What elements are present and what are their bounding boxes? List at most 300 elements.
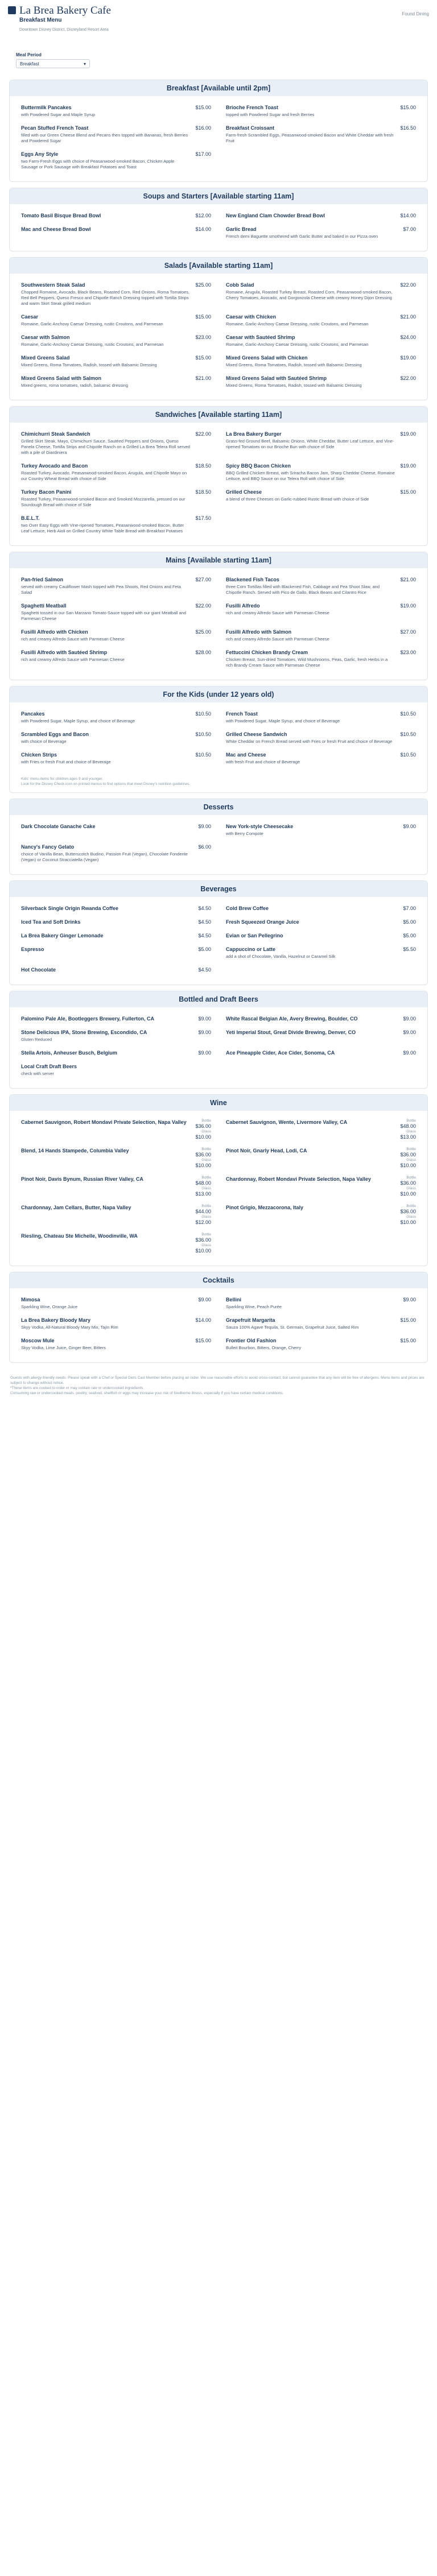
item-price: $10.50 bbox=[195, 711, 211, 717]
menu-item bbox=[21, 125, 211, 144]
item-name: Mixed Greens Salad with Chicken bbox=[226, 355, 308, 361]
item-price: $22.00 bbox=[195, 603, 211, 609]
item-description: with Powdered Sugar and Maple Syrup bbox=[21, 112, 96, 117]
item-name: La Brea Bakery Burger bbox=[226, 431, 282, 437]
item-name: Fusilli Alfredo bbox=[226, 603, 260, 609]
menu-item bbox=[226, 125, 416, 144]
item-description: Grass-fed Ground Beef, Balsamic Onions, White Cheddar, Butter Leaf Lettuce, and Vine-ripened Tomatoes on our Brioche Bun with choice of Side bbox=[226, 439, 394, 449]
menu-item bbox=[21, 212, 211, 219]
item-price: $15.00 bbox=[400, 105, 416, 110]
item-name: Fusilli Alfredo with Chicken bbox=[21, 629, 88, 635]
menu-item bbox=[226, 905, 416, 912]
item-description: Romaine, Garlic-Anchovy Caesar Dressing, rustic Croutons, and Parmesan bbox=[226, 321, 369, 326]
menu-item bbox=[226, 823, 416, 837]
item-description: Romaine, Garlic-Anchovy Caesar Dressing, rustic Croutons, and Parmesan bbox=[21, 342, 164, 347]
menu-item bbox=[21, 1015, 211, 1022]
item-name: Cobb Salad bbox=[226, 282, 254, 288]
item-description: Spaghetti tossed in our San Marzano Tomato Sauce topped with our giant Meatball and Parmesan Cheese bbox=[21, 610, 187, 621]
item-description: with fresh Fruit and choice of Beverage bbox=[226, 759, 300, 764]
item-description: French demi Baguette smothered with Garlic Butter and baked in our Pizza oven bbox=[226, 234, 378, 239]
section-notes bbox=[10, 776, 427, 792]
item-description: Roasted Turkey, Peasanwood-smoked Bacon and Smoked Mozzarella, pressed on our Sourdough Bread with choice of Side bbox=[21, 497, 185, 507]
menu-item bbox=[21, 334, 211, 348]
item-description: BBQ Grilled Chicken Breast, with Sriracha Bacon Jam, Sharp Cheddar Cheese, Romaine Lettuce, and BBQ Sauce on our Telera Roll with choice of Side bbox=[226, 470, 395, 481]
menu-item bbox=[21, 919, 211, 925]
wine-prices bbox=[195, 1176, 211, 1197]
bottle-label: Bottle bbox=[201, 1176, 211, 1180]
item-price: $5.00 bbox=[403, 933, 416, 938]
menu-item bbox=[21, 282, 211, 307]
menu-section bbox=[9, 552, 428, 680]
bottle-label: Bottle bbox=[406, 1119, 416, 1123]
item-price: $22.00 bbox=[195, 431, 211, 437]
item-price: $9.00 bbox=[403, 1029, 416, 1035]
item-price: $21.00 bbox=[195, 375, 211, 381]
menu-section bbox=[9, 406, 428, 546]
item-price: $9.00 bbox=[198, 1297, 211, 1303]
item-description: check with server bbox=[21, 1071, 54, 1076]
glass-label: Glass bbox=[201, 1243, 211, 1247]
menu-item bbox=[21, 629, 211, 642]
item-name: Pinot Noir, Davis Bynum, Russian River Valley, CA bbox=[21, 1176, 143, 1182]
item-description: with Fries or fresh Fruit and choice of Beverage bbox=[21, 759, 111, 764]
menu-item bbox=[21, 1029, 211, 1043]
item-description: three Corn Tortillas filled with Blackened Fish, Cabbage and Pea Shoot Slaw, and Chipotle Ranch. Served with Pico de Gallo, Black Beans and Cilantro Rice bbox=[226, 584, 380, 595]
section-items bbox=[10, 204, 427, 251]
bottle-price: $36.00 bbox=[400, 1209, 416, 1214]
menu-section bbox=[9, 1094, 428, 1266]
item-description: Bulleit Bourbon, Bitters, Orange, Cherry bbox=[226, 1345, 302, 1350]
section-items bbox=[10, 96, 427, 181]
menu-item bbox=[21, 1337, 211, 1351]
item-name: Stone Delicious IPA, Stone Brewing, Escondido, CA bbox=[21, 1029, 147, 1035]
menu-item bbox=[21, 462, 211, 482]
glass-label: Glass bbox=[201, 1215, 211, 1219]
item-description: rich and creamy Alfredo Sauce with Parmesan Cheese bbox=[226, 636, 329, 642]
meal-period-select[interactable] bbox=[16, 59, 90, 68]
item-name: Eggs Any Style bbox=[21, 151, 59, 157]
item-name: Caesar bbox=[21, 314, 39, 320]
item-price: $10.50 bbox=[400, 711, 416, 717]
item-price: $25.00 bbox=[195, 629, 211, 635]
item-description: Gluten Reduced bbox=[21, 1037, 52, 1042]
item-name: Dark Chocolate Ganache Cake bbox=[21, 824, 96, 829]
bottle-price: $36.00 bbox=[195, 1152, 211, 1157]
item-name: Grilled Cheese bbox=[226, 489, 262, 495]
item-name: Local Craft Draft Beers bbox=[21, 1064, 77, 1069]
item-name: Espresso bbox=[21, 946, 44, 952]
item-description: Chicken Breast, Sun-dried Tomatoes, Wild Mushrooms, Peas, Garlic, fresh Herbs in a rich Brandy Cream Sauce with Parmesan Cheese bbox=[226, 657, 388, 668]
item-price: $14.00 bbox=[195, 226, 211, 232]
item-name: Breakfast Croissant bbox=[226, 125, 275, 131]
item-price: $4.50 bbox=[198, 905, 211, 911]
item-description: Sparkling Wine, Peach Purée bbox=[226, 1304, 282, 1309]
menu-item bbox=[21, 966, 211, 973]
item-name: Chicken Strips bbox=[21, 752, 57, 758]
item-price: $27.00 bbox=[400, 629, 416, 635]
item-price: $16.00 bbox=[195, 125, 211, 131]
menu-item bbox=[226, 602, 416, 622]
item-name: Garlic Bread bbox=[226, 226, 257, 232]
item-name: Riesling, Chateau Ste Michelle, Woodinville, WA bbox=[21, 1233, 138, 1239]
item-price: $17.50 bbox=[195, 515, 211, 521]
item-price: $25.00 bbox=[195, 282, 211, 288]
item-description: Skyy Vodka, Lime Juice, Ginger Beer, Bitters bbox=[21, 1345, 106, 1350]
menu-item bbox=[21, 1204, 211, 1226]
item-description: choice of Vanilla Bean, Butterscotch Budino, Passion Fruit (Vegan), Chocolate Fondente (Vegan) or Coconut Stracciatella (Vegan) bbox=[21, 851, 188, 862]
item-price: $15.00 bbox=[195, 1338, 211, 1343]
section-title: Breakfast [Available until 2pm] bbox=[10, 80, 427, 96]
item-price: $23.00 bbox=[400, 650, 416, 655]
item-name: Frontier Old Fashion bbox=[226, 1338, 277, 1343]
menu-item bbox=[226, 1204, 416, 1226]
item-price: $12.00 bbox=[195, 213, 211, 218]
item-name: Pan-fried Salmon bbox=[21, 577, 64, 582]
item-name: Moscow Mule bbox=[21, 1338, 55, 1343]
item-price: $14.00 bbox=[400, 213, 416, 218]
item-name: B.E.L.T. bbox=[21, 515, 40, 521]
menu-item bbox=[21, 1296, 211, 1310]
section-title: Cocktails bbox=[10, 1272, 427, 1288]
bottle-price: $36.00 bbox=[195, 1123, 211, 1129]
glass-price: $13.00 bbox=[400, 1134, 416, 1140]
item-price: $14.00 bbox=[195, 1317, 211, 1323]
section-title: Sandwiches [Available starting 11am] bbox=[10, 407, 427, 423]
item-price: $19.00 bbox=[400, 603, 416, 609]
item-name: French Toast bbox=[226, 711, 258, 717]
menu-item bbox=[21, 602, 211, 622]
menu-item bbox=[21, 375, 211, 388]
glass-label: Glass bbox=[201, 1186, 211, 1190]
item-name: Chimichurri Steak Sandwich bbox=[21, 431, 90, 437]
item-description: with Berry Compote bbox=[226, 831, 263, 836]
item-price: $23.00 bbox=[195, 334, 211, 340]
item-price: $21.00 bbox=[400, 314, 416, 320]
item-description: filled with our Green Cheese Blend and Pecans then topped with Bananas, fresh Berries and Powdered Sugar bbox=[21, 133, 188, 143]
item-name: Hot Chocolate bbox=[21, 967, 56, 973]
item-description: Skyy Vodka, All-Natural Bloody Mary Mix, Tajín Rim bbox=[21, 1325, 118, 1330]
item-name: Caesar with Salmon bbox=[21, 334, 70, 340]
wine-prices bbox=[400, 1119, 416, 1140]
glass-label: Glass bbox=[406, 1158, 416, 1162]
item-price: $7.00 bbox=[403, 226, 416, 232]
section-title: Salads [Available starting 11am] bbox=[10, 258, 427, 274]
item-price: $17.00 bbox=[195, 151, 211, 157]
menu-item bbox=[226, 919, 416, 925]
menu-item bbox=[226, 1317, 416, 1330]
item-description: rich and creamy Alfredo Sauce with Parmesan Cheese bbox=[21, 657, 125, 662]
restaurant-title: La Brea Bakery Cafe bbox=[19, 5, 111, 16]
section-items bbox=[10, 1007, 427, 1088]
menu-item bbox=[226, 212, 416, 219]
item-price: $27.00 bbox=[195, 577, 211, 582]
menu-item bbox=[21, 905, 211, 912]
menu-item bbox=[21, 751, 211, 765]
item-description: Mixed Greens, Roma Tomatoes, Radish, tossed with Balsamic Dressing bbox=[226, 362, 362, 367]
section-title: For the Kids (under 12 years old) bbox=[10, 687, 427, 702]
item-price: $15.00 bbox=[195, 355, 211, 361]
item-name: New York-style Cheesecake bbox=[226, 824, 294, 829]
menu-item bbox=[226, 1015, 416, 1022]
item-name: Turkey Avocado and Bacon bbox=[21, 463, 88, 469]
menu-item bbox=[21, 946, 211, 960]
bottle-price: $48.00 bbox=[195, 1180, 211, 1186]
menu-section bbox=[9, 991, 428, 1089]
menu-item bbox=[226, 489, 416, 508]
item-description: two Farm-Fresh Eggs with choice of Peasanwood-smoked Bacon, Chicken Apple Sausage or Pork Sausage with Breakfast Potatoes and Toast bbox=[21, 159, 175, 169]
item-name: White Rascal Belgian Ale, Avery Brewing, Boulder, CO bbox=[226, 1016, 358, 1022]
item-name: Cappuccino or Latte bbox=[226, 946, 276, 952]
item-description: with Powdered Sugar, Maple Syrup, and choice of Beverage bbox=[21, 718, 135, 723]
menu-item bbox=[226, 629, 416, 642]
menu-section bbox=[9, 880, 428, 985]
menu-item bbox=[21, 649, 211, 668]
section-items bbox=[10, 274, 427, 400]
menu-item bbox=[226, 751, 416, 765]
menu-sections bbox=[0, 80, 437, 1363]
item-name: Caesar with Sautéed Shrimp bbox=[226, 334, 295, 340]
item-price: $5.50 bbox=[403, 946, 416, 952]
item-price: $15.00 bbox=[400, 1338, 416, 1343]
menu-section bbox=[9, 188, 428, 251]
glass-price: $12.00 bbox=[195, 1219, 211, 1225]
item-name: Turkey Bacon Panini bbox=[21, 489, 72, 495]
item-name: Brioche French Toast bbox=[226, 105, 278, 110]
item-price: $9.00 bbox=[403, 1050, 416, 1056]
menu-item bbox=[226, 226, 416, 239]
item-name: Southwestern Steak Salad bbox=[21, 282, 85, 288]
item-name: Fusilli Alfredo with Salmon bbox=[226, 629, 292, 635]
section-title: Soups and Starters [Available starting 11am] bbox=[10, 188, 427, 204]
glass-label: Glass bbox=[201, 1158, 211, 1162]
item-name: Cold Brew Coffee bbox=[226, 905, 269, 911]
glass-price: $10.00 bbox=[400, 1219, 416, 1225]
menu-item bbox=[226, 649, 416, 668]
item-description: Mixed greens, roma tomatoes, radish, balsamic dressing bbox=[21, 383, 128, 388]
item-price: $10.50 bbox=[400, 752, 416, 758]
wine-prices bbox=[195, 1233, 211, 1254]
bottle-label: Bottle bbox=[201, 1204, 211, 1208]
item-name: Grilled Cheese Sandwich bbox=[226, 731, 287, 737]
item-name: Buttermilk Pancakes bbox=[21, 105, 72, 110]
item-price: $24.00 bbox=[400, 334, 416, 340]
brand bbox=[8, 5, 111, 32]
item-price: $22.00 bbox=[400, 375, 416, 381]
menu-item bbox=[21, 1147, 211, 1169]
item-description: Sauza 100% Agave Tequila, St. Germain, Grapefruit Juice, Salted Rim bbox=[226, 1325, 359, 1330]
bottle-price: $36.00 bbox=[400, 1180, 416, 1186]
section-items bbox=[10, 1288, 427, 1362]
bottle-label: Bottle bbox=[201, 1233, 211, 1237]
menu-item bbox=[21, 431, 211, 456]
glass-label: Glass bbox=[406, 1215, 416, 1219]
restaurant-logo-icon bbox=[8, 6, 16, 14]
item-price: $4.50 bbox=[198, 919, 211, 925]
menu-item bbox=[226, 1049, 416, 1056]
item-name: Stella Artois, Anheuser Busch, Belgium bbox=[21, 1050, 117, 1056]
section-title: Beverages bbox=[10, 881, 427, 897]
item-price: $9.00 bbox=[198, 1029, 211, 1035]
section-items bbox=[10, 815, 427, 874]
wine-prices bbox=[195, 1147, 211, 1169]
glass-label: Glass bbox=[201, 1130, 211, 1134]
wine-prices bbox=[400, 1204, 416, 1226]
item-description: Grilled Skirt Steak, Mayo, Chimichurri Sauce, Sautéed Peppers and Onions, Queso Panela Cheese, Tortilla Strips and Chipotle Ranch on a Grilled La Brea Telera Roll served with a pile of Giardiniera bbox=[21, 439, 190, 455]
menu-item bbox=[21, 843, 211, 863]
item-description: with choice of Beverage bbox=[21, 739, 67, 744]
item-name: Mixed Greens Salad with Sautéed Shrimp bbox=[226, 375, 327, 381]
menu-section bbox=[9, 1272, 428, 1363]
item-name: Bellini bbox=[226, 1297, 242, 1303]
item-description: with Powdered Sugar, Maple Syrup, and choice of Beverage bbox=[226, 718, 340, 723]
menu-item bbox=[226, 1147, 416, 1169]
chevron-down-icon: ▾ bbox=[83, 61, 86, 67]
item-price: $5.00 bbox=[403, 919, 416, 925]
item-name: Tomato Basil Bisque Bread Bowl bbox=[21, 213, 101, 218]
section-title: Bottled and Draft Beers bbox=[10, 991, 427, 1007]
menu-item bbox=[21, 1317, 211, 1330]
item-price: $7.00 bbox=[403, 905, 416, 911]
menu-item bbox=[226, 946, 416, 960]
item-price: $9.00 bbox=[403, 1297, 416, 1303]
item-name: Mimosa bbox=[21, 1297, 40, 1303]
item-description: a blend of three Cheeses on Garlic-rubbed Rustic Bread with choice of Side bbox=[226, 497, 369, 502]
section-note: Look for the Disney Check icon on printed menus to find options that meet Disney's nutrition guidelines. bbox=[21, 782, 191, 786]
item-price: $9.00 bbox=[403, 824, 416, 829]
item-name: Pinot Grigio, Mezzacorona, Italy bbox=[226, 1205, 304, 1210]
glass-price: $10.00 bbox=[195, 1248, 211, 1254]
item-name: Spaghetti Meatball bbox=[21, 603, 67, 609]
item-price: $10.50 bbox=[400, 731, 416, 737]
item-price: $19.00 bbox=[400, 355, 416, 361]
menu-item bbox=[226, 462, 416, 482]
bottle-price: $48.00 bbox=[400, 1123, 416, 1129]
menu-item bbox=[21, 1049, 211, 1056]
item-description: Roasted Turkey, Avocado, Peasanwood-smoked Bacon, Arugula, and Chipotle Mayo on our Country Wheat Bread with choice of Side bbox=[21, 470, 187, 481]
item-price: $16.50 bbox=[400, 125, 416, 131]
item-name: Silverback Single Origin Rwanda Coffee bbox=[21, 905, 119, 911]
footer-note: *These items are cooked to order or may contain raw or undercooked ingredients. bbox=[10, 1386, 145, 1390]
item-name: Evian or San Pellegrino bbox=[226, 933, 283, 938]
glass-label: Glass bbox=[406, 1130, 416, 1134]
glass-price: $13.00 bbox=[195, 1191, 211, 1197]
menu-item bbox=[226, 104, 416, 118]
item-price: $19.00 bbox=[400, 431, 416, 437]
item-price: $18.50 bbox=[195, 489, 211, 495]
item-description: rich and creamy Alfredo Sauce with Parmesan Cheese bbox=[226, 610, 329, 615]
item-description: served with creamy Cauliflower Mash topped with Pea Shoots, Red Onions and Feta Salad bbox=[21, 584, 181, 595]
location-text: Downtown Disney District, Disneyland Resort Area bbox=[19, 28, 109, 32]
header-link[interactable]: Found Dining bbox=[402, 11, 429, 16]
wine-prices bbox=[195, 1204, 211, 1226]
section-items bbox=[10, 568, 427, 680]
menu-item bbox=[21, 1063, 211, 1077]
item-price: $15.00 bbox=[195, 314, 211, 320]
section-items bbox=[10, 423, 427, 545]
menu-item bbox=[226, 710, 416, 724]
item-description: Mixed Greens, Roma Tomatoes, Radish, tossed with Balsamic Dressing bbox=[21, 362, 157, 367]
item-price: $15.00 bbox=[400, 1317, 416, 1323]
menu-item bbox=[226, 1029, 416, 1043]
item-name: Spicy BBQ Bacon Chicken bbox=[226, 463, 291, 469]
item-name: Caesar with Chicken bbox=[226, 314, 277, 320]
menu-item bbox=[21, 104, 211, 118]
item-name: Mac and Cheese bbox=[226, 752, 266, 758]
item-name: Yeti Imperial Stout, Great Divide Brewing, Denver, CO bbox=[226, 1029, 356, 1035]
bottle-price: $44.00 bbox=[195, 1209, 211, 1214]
bottle-label: Bottle bbox=[406, 1176, 416, 1180]
bottle-label: Bottle bbox=[201, 1147, 211, 1151]
menu-item bbox=[226, 1296, 416, 1310]
item-description: Romaine, Garlic-Anchovy Caesar Dressing, rustic Croutons, and Parmesan bbox=[226, 342, 369, 347]
footer-note: Guests with allergy-friendly needs: Please speak with a Chef or Special Diets Cast Member before placing an order. We use reasonable efforts to avoid cross-contact, but cannot guarantee that any item will be free of allergens. Menu items and prices are subject to change without notice. bbox=[10, 1376, 424, 1385]
footer-notes bbox=[0, 1363, 437, 1407]
item-description: topped with Powdered Sugar and fresh Berries bbox=[226, 112, 315, 117]
item-name: Palomino Pale Ale, Bootleggers Brewery, Fullerton, CA bbox=[21, 1016, 155, 1022]
menu-item bbox=[21, 489, 211, 508]
item-description: White Cheddar on French Bread served with Fries or fresh Fruit and choice of Beverage bbox=[226, 739, 393, 744]
menu-section bbox=[9, 799, 428, 875]
menu-item bbox=[226, 1176, 416, 1197]
item-price: $15.00 bbox=[400, 489, 416, 495]
item-description: Farm-fresh Scrambled Eggs, Peasanwood-smoked Bacon and White Cheddar with fresh Fruit bbox=[226, 133, 394, 143]
item-name: Pancakes bbox=[21, 711, 45, 717]
item-price: $9.00 bbox=[198, 1016, 211, 1022]
glass-price: $10.00 bbox=[195, 1163, 211, 1168]
menu-item bbox=[21, 515, 211, 534]
item-name: La Brea Bakery Ginger Lemonade bbox=[21, 933, 104, 938]
item-description: rich and creamy Alfredo Sauce with Parmesan Cheese bbox=[21, 636, 125, 642]
item-price: $28.00 bbox=[195, 650, 211, 655]
item-price: $10.50 bbox=[195, 731, 211, 737]
section-items bbox=[10, 1111, 427, 1266]
menu-section bbox=[9, 257, 428, 400]
item-name: Cabernet Sauvignon, Robert Mondavi Private Selection, Napa Valley bbox=[21, 1119, 187, 1125]
menu-item bbox=[226, 1119, 416, 1140]
item-description: two Over Easy Eggs with Vine-ripened Tomatoes, Peasanwood-smoked Bacon, Butter Leaf Lettuce, Herb Aioli on Grilled Country White Table Bread with Breakfast Potatoes bbox=[21, 523, 184, 534]
item-name: Fettuccini Chicken Brandy Cream bbox=[226, 650, 308, 655]
item-price: $15.00 bbox=[195, 105, 211, 110]
menu-item bbox=[21, 710, 211, 724]
item-name: Pinot Noir, Gnarly Head, Lodi, CA bbox=[226, 1148, 307, 1153]
bottle-price: $36.00 bbox=[195, 1237, 211, 1243]
item-description: add a shot of Chocolate, Vanilla, Hazelnut or Caramel Silk bbox=[226, 954, 336, 959]
item-name: Mixed Greens Salad with Salmon bbox=[21, 375, 102, 381]
menu-item bbox=[226, 1337, 416, 1351]
item-name: Iced Tea and Soft Drinks bbox=[21, 919, 81, 925]
item-price: $9.00 bbox=[198, 824, 211, 829]
menu-section bbox=[9, 686, 428, 793]
item-price: $21.00 bbox=[400, 577, 416, 582]
item-name: Cabernet Sauvignon, Wente, Livermore Valley, CA bbox=[226, 1119, 348, 1125]
menu-item bbox=[21, 1119, 211, 1140]
menu-item bbox=[226, 313, 416, 327]
item-price: $4.50 bbox=[198, 933, 211, 938]
item-description: Sparkling Wine, Orange Juice bbox=[21, 1304, 78, 1309]
item-name: Fusilli Alfredo with Sautéed Shrimp bbox=[21, 650, 108, 655]
item-name: Chardonnay, Jam Cellars, Butter, Napa Valley bbox=[21, 1205, 131, 1210]
item-description: Chopped Romaine, Avocado, Black Beans, Roasted Corn, Red Onions, Roma Tomatoes, Red Bell Peppers, Queso Fresco and Chipotle Ranch Dressing topped with Tortilla Strips and warm Skirt Steak grilled medium bbox=[21, 290, 190, 306]
menu-item bbox=[226, 731, 416, 745]
item-name: Chardonnay, Robert Mondavi Private Selection, Napa Valley bbox=[226, 1176, 371, 1182]
wine-prices bbox=[400, 1147, 416, 1169]
item-name: Grapefruit Margarita bbox=[226, 1317, 275, 1323]
item-name: Ace Pineapple Cider, Ace Cider, Sonoma, CA bbox=[226, 1050, 335, 1056]
wine-prices bbox=[195, 1119, 211, 1140]
glass-price: $10.00 bbox=[400, 1163, 416, 1168]
item-price: $10.50 bbox=[195, 752, 211, 758]
menu-item bbox=[21, 354, 211, 368]
